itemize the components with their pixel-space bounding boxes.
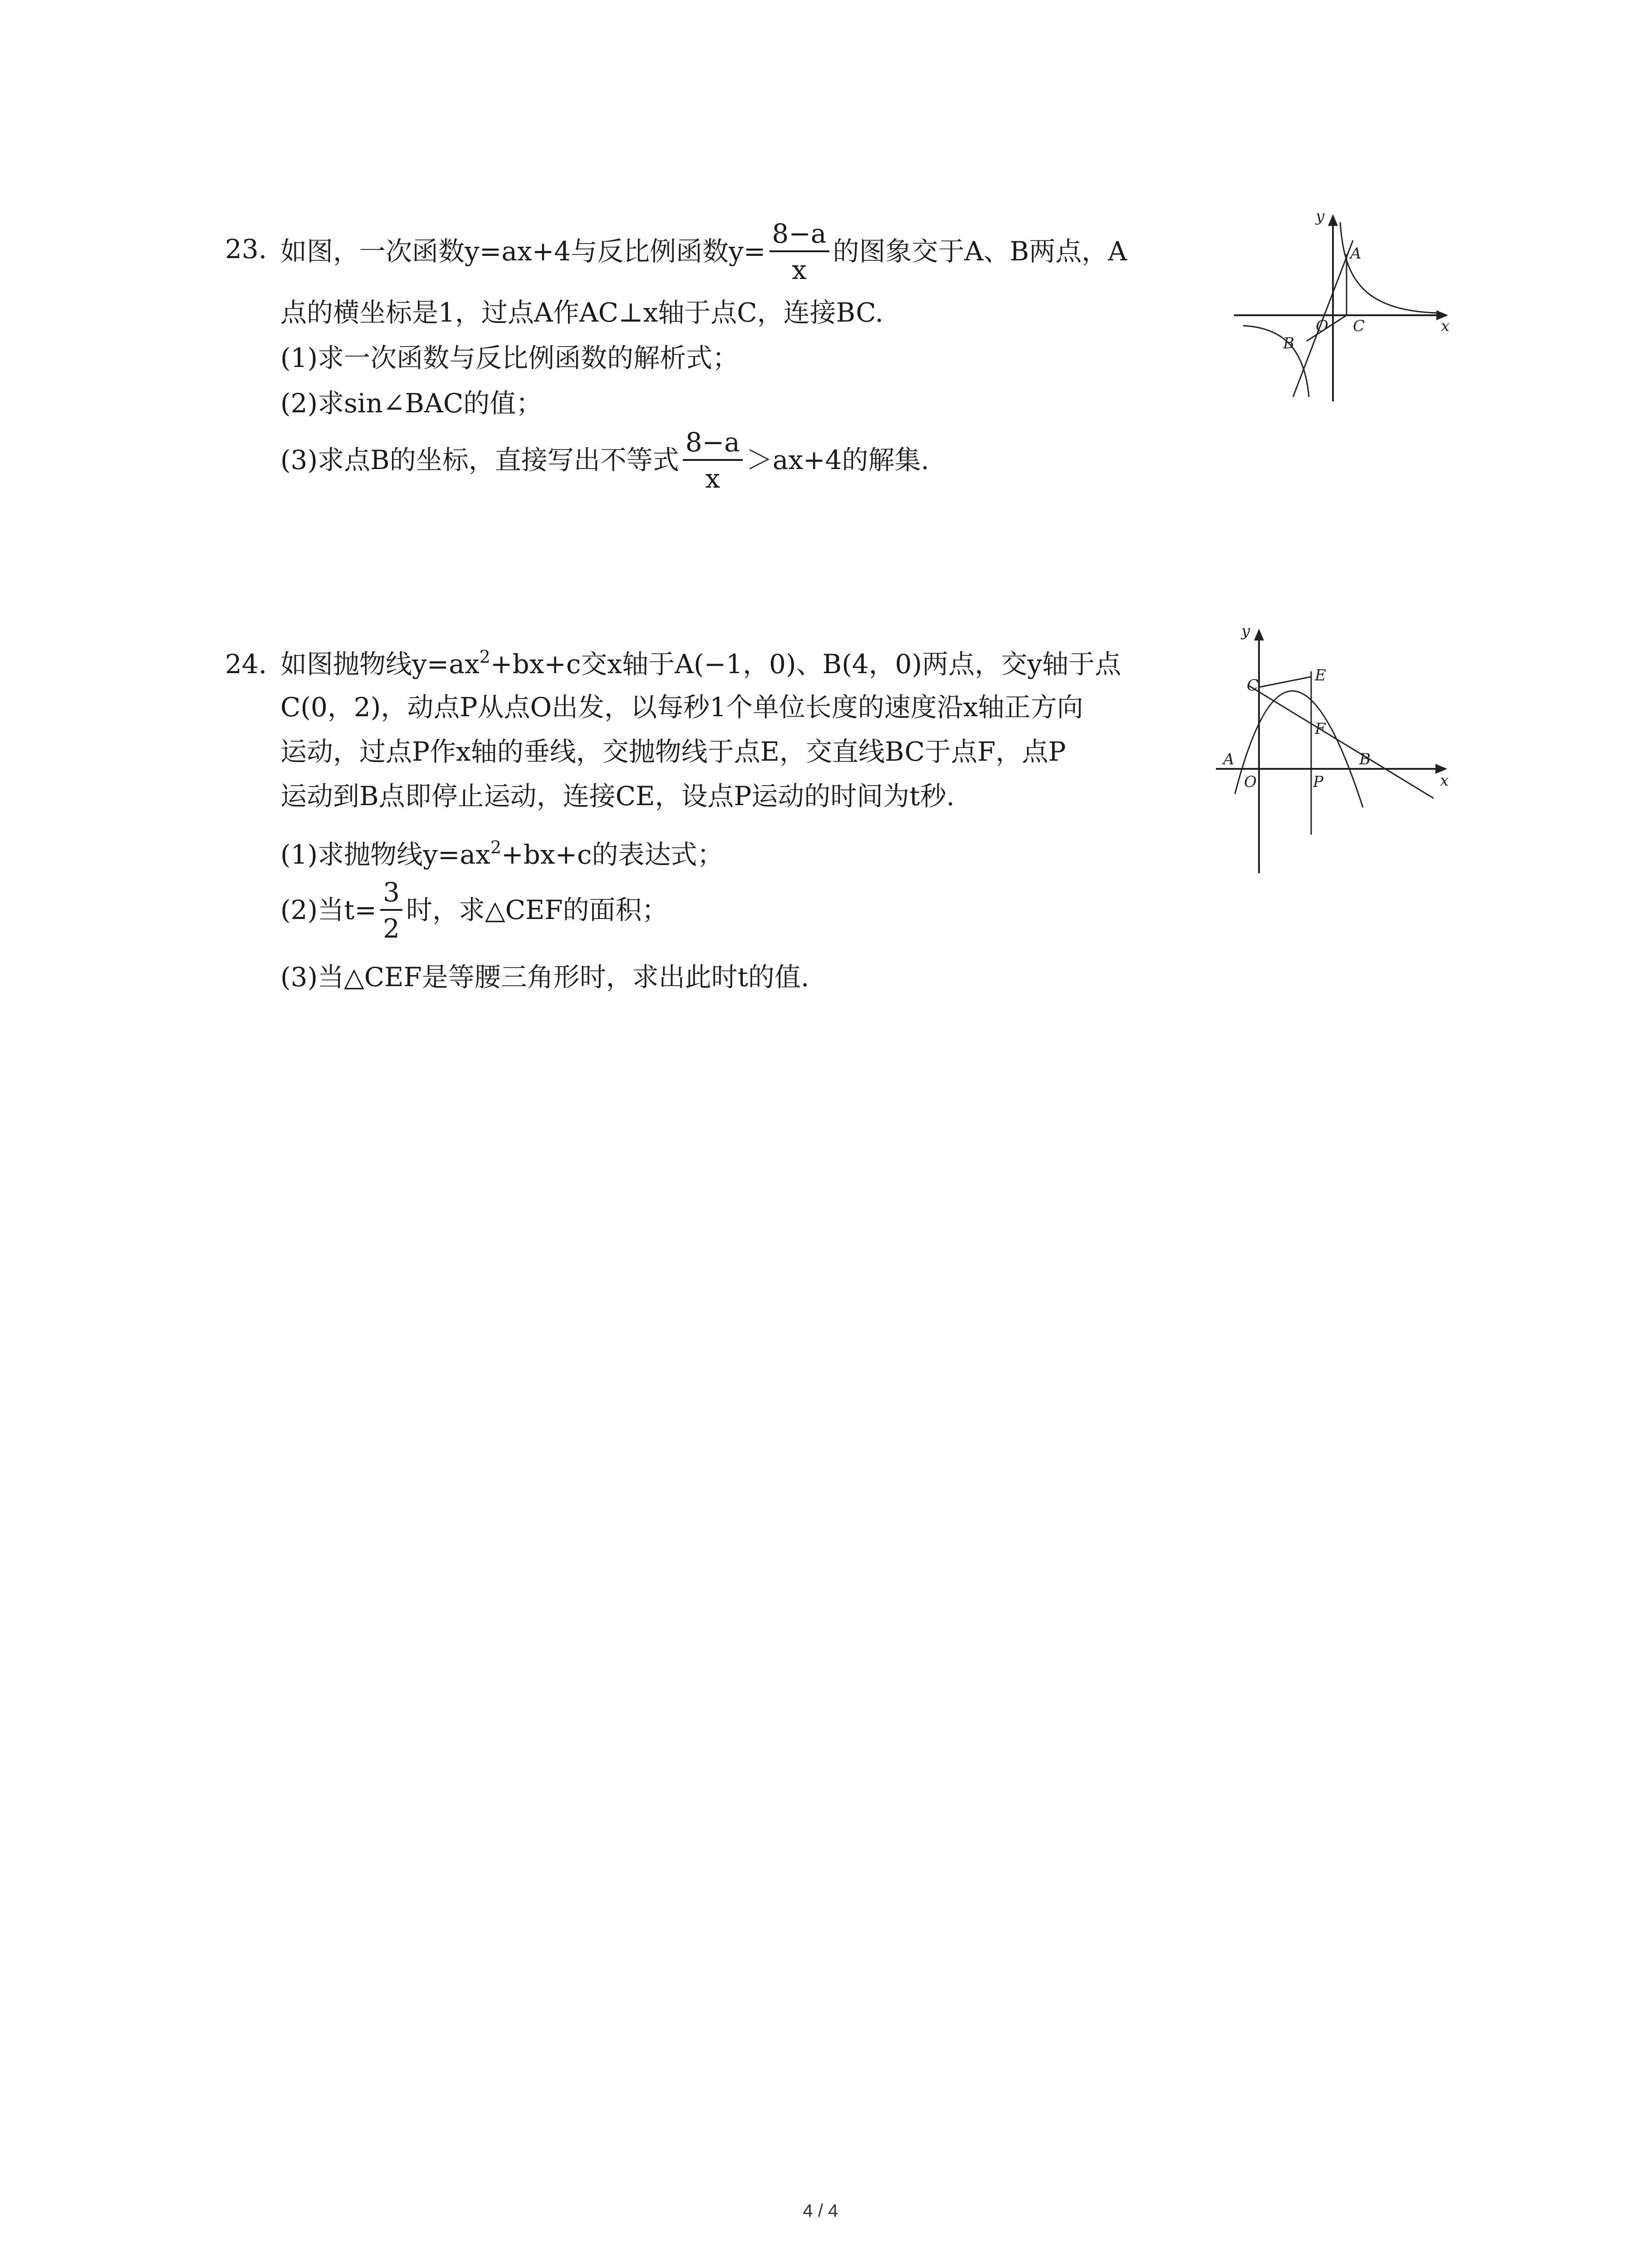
question-part-1 bbox=[280, 837, 724, 870]
fraction-numerator: 8−a bbox=[683, 429, 743, 461]
part-text: (3)求点B的坐标，直接写出不等式 bbox=[280, 445, 679, 476]
question-part-3: (3)当△CEF是等腰三角形时，求出此时t的值. bbox=[280, 962, 809, 992]
fraction-denominator: x bbox=[792, 254, 807, 285]
question-part-3 bbox=[280, 427, 930, 494]
label-F: F bbox=[1315, 720, 1326, 738]
fraction-denominator: x bbox=[705, 463, 720, 494]
hyperbola-branch-3 bbox=[1243, 326, 1309, 397]
part-text: (1)求抛物线y=ax bbox=[280, 839, 490, 870]
question-stem-line bbox=[280, 647, 1122, 679]
question-stem-line: 运动，过点P作x轴的垂线，交抛物线于点E，交直线BC于点F，点P bbox=[280, 736, 1066, 767]
question-part-1: (1)求一次函数与反比例函数的解析式； bbox=[280, 342, 739, 373]
label-E: E bbox=[1315, 666, 1326, 684]
question-stem-line: 运动到B点即停止运动，连接CE，设点P运动的时间为t秒. bbox=[280, 781, 955, 811]
label-x: x bbox=[1440, 772, 1449, 790]
label-A: A bbox=[1223, 750, 1234, 768]
label-C: C bbox=[1247, 676, 1259, 694]
fraction bbox=[683, 429, 743, 492]
question-stem-line: C(0，2)，动点P从点O出发，以每秒1个单位长度的速度沿x轴正方向 bbox=[280, 692, 1083, 723]
label-O: O bbox=[1316, 317, 1328, 335]
label-A: A bbox=[1350, 244, 1362, 263]
stem-text: 如图抛物线y=ax bbox=[280, 649, 480, 679]
fraction bbox=[380, 879, 402, 942]
figure-hyperbola-line bbox=[1225, 209, 1461, 404]
part-text: 时，求△CEF的面积； bbox=[406, 894, 668, 926]
fraction-denominator: 2 bbox=[383, 913, 400, 944]
line-BC bbox=[1248, 685, 1434, 798]
stem-text: 的图象交于A、B两点，A bbox=[833, 236, 1127, 267]
part-text: +bx+c的表达式； bbox=[501, 839, 724, 870]
page-number: 4 / 4 bbox=[803, 2201, 838, 2221]
question-part-2: (2)求sin∠BAC的值； bbox=[280, 388, 543, 419]
label-B: B bbox=[1283, 334, 1294, 352]
question-number: 23. bbox=[225, 234, 267, 264]
question-stem-line: 点的横坐标是1，过点A作AC⊥x轴于点C，连接BC. bbox=[280, 297, 884, 328]
superscript: 2 bbox=[490, 837, 501, 857]
y-axis-arrow-icon bbox=[1254, 629, 1264, 640]
fraction-numerator: 8−a bbox=[769, 220, 829, 252]
label-B: B bbox=[1359, 750, 1371, 768]
label-C: C bbox=[1353, 317, 1365, 335]
stem-text: +bx+c交x轴于A(−1，0)、B(4，0)两点，交y轴于点 bbox=[490, 649, 1122, 679]
question-part-2 bbox=[280, 877, 668, 944]
fraction-numerator: 3 bbox=[380, 879, 402, 911]
label-O: O bbox=[1244, 773, 1257, 791]
part-text: (2)当t= bbox=[280, 894, 377, 926]
label-y: y bbox=[1316, 209, 1325, 225]
label-y: y bbox=[1241, 622, 1250, 640]
question-number: 24. bbox=[225, 649, 267, 679]
stem-text: 如图，一次函数y=ax+4与反比例函数y= bbox=[280, 236, 766, 267]
hyperbola-branch-1 bbox=[1340, 222, 1438, 313]
figure-parabola bbox=[1207, 621, 1461, 875]
fraction bbox=[769, 220, 829, 283]
question-stem-line bbox=[280, 218, 1127, 285]
label-P: P bbox=[1313, 773, 1323, 791]
part-text: ＞ax+4的解集. bbox=[746, 445, 930, 476]
segment-CE bbox=[1259, 677, 1311, 687]
y-axis-arrow-icon bbox=[1328, 214, 1338, 226]
superscript: 2 bbox=[479, 647, 490, 667]
label-x: x bbox=[1441, 317, 1450, 335]
